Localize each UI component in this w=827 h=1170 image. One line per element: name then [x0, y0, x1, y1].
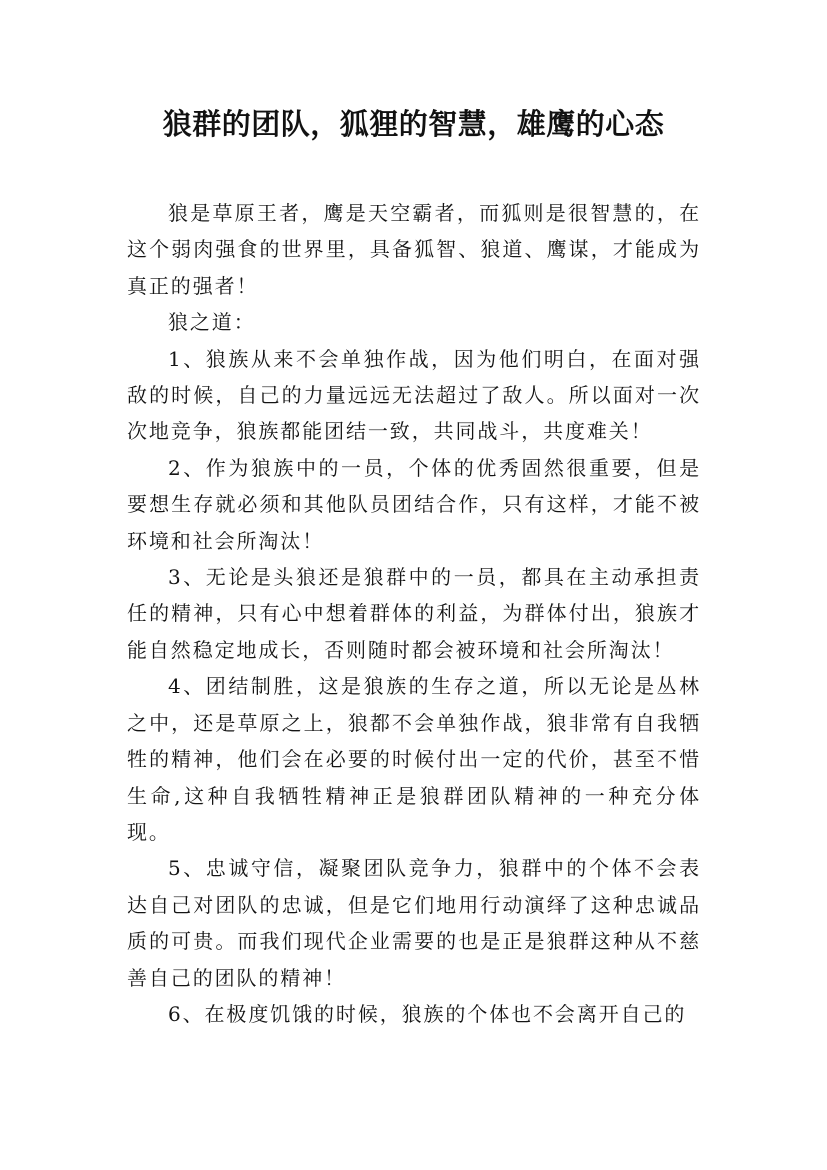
paragraph-point-3: 3、无论是头狼还是狼群中的一员，都具在主动承担责任的精神，只有心中想着群体的利益，为群体付出，狼族才能自然稳定地成长，否则随时都会被环境和社会所淘汰！: [127, 565, 701, 662]
paragraph-section-heading: 狼之道：: [168, 310, 256, 335]
paragraph-intro: 狼是草原王者，鹰是天空霸者，而狐则是很智慧的，在这个弱肉强食的世界里，具备狐智、狼道、鹰谋，才能成为真正的强者！: [127, 201, 701, 298]
paragraph-point-2: 2、作为狼族中的一员，个体的优秀固然很重要，但是要想生存就必须和其他队员团结合作，只有这样，才能不被环境和社会所淘汰！: [127, 455, 701, 553]
document-title: 狼群的团队，狐狸的智慧，雄鹰的心态: [162, 107, 665, 141]
paragraph-point-1: 1、狼族从来不会单独作战，因为他们明白，在面对强敌的时候，自己的力量远远无法超过了敌人。所以面对一次次地竞争，狼族都能团结一致，共同战斗，共度难关！: [127, 346, 701, 444]
paragraph-point-5: 5、忠诚守信，凝聚团队竞争力，狼群中的个体不会表达自己对团队的忠诚，但是它们地用行动演绎了这种忠诚品质的可贵。而我们现代企业需要的也是正是狼群这种从不慈善自己的团队的精神！: [127, 856, 701, 990]
document-body: [127, 195, 701, 1032]
paragraph-point-4: 4、团结制胜，这是狼族的生存之道，所以无论是丛林之中，还是草原之上，狼都不会单独作战，狼非常有自我牺牲的精神，他们会在必要的时候付出一定的代价，甚至不惜生命,这种自我牺牲精神正是狼群团队精神的一种充分体现。: [127, 674, 701, 844]
paragraph-point-6: 6、在极度饥饿的时候，狼族的个体也不会离开自己的: [168, 1001, 687, 1026]
